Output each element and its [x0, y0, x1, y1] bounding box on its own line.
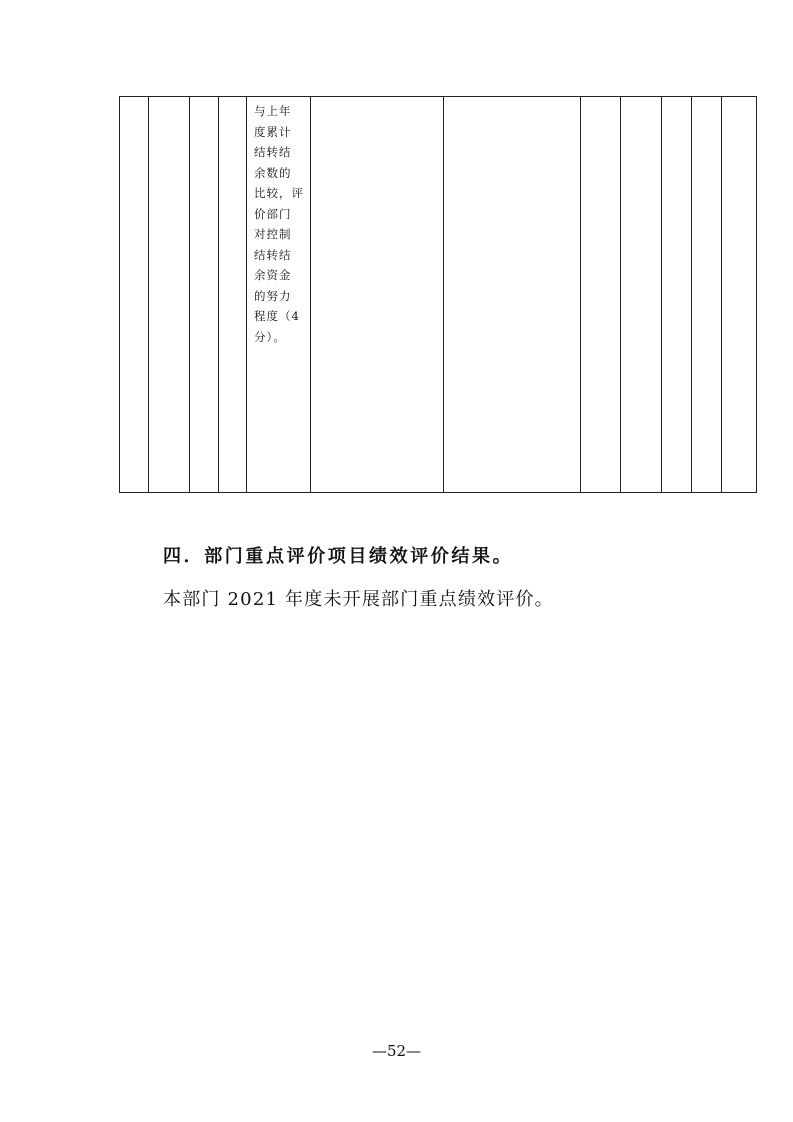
evaluation-table [119, 96, 757, 493]
table-column-divider [661, 97, 662, 492]
section-paragraph: 本部门 2021 年度未开展部门重点绩效评价。 [163, 589, 554, 610]
page-number: —52— [371, 1042, 422, 1060]
cell-text-line: 度累计 [254, 124, 292, 139]
table-column-divider [443, 97, 444, 492]
table-column-divider [189, 97, 190, 492]
cell-text-line: 余数的 [254, 165, 292, 180]
section-heading: 四．部门重点评价项目绩效评价结果。 [163, 546, 514, 567]
table-column-divider [246, 97, 247, 492]
table-column-divider [721, 97, 722, 492]
cell-text-line: 比较，评 [254, 186, 304, 200]
cell-text-line: 结转结 [254, 145, 292, 159]
cell-text-line: 余资金 [254, 268, 292, 282]
cell-text-line: 与上年 [254, 104, 292, 118]
table-cell-criteria [254, 101, 312, 347]
cell-text-line: 的努力 [254, 288, 292, 303]
table-column-divider [620, 97, 621, 492]
cell-text-line: 结转结 [254, 247, 292, 262]
cell-text-line: 程度（4 [254, 309, 300, 323]
table-column-divider [148, 97, 149, 492]
table-column-divider [580, 97, 581, 492]
cell-text-line: 对控制 [254, 227, 292, 241]
cell-text-line: 分）。 [254, 329, 286, 344]
cell-text-line: 价部门 [254, 206, 292, 221]
table-column-divider [218, 97, 219, 492]
table-column-divider [691, 97, 692, 492]
